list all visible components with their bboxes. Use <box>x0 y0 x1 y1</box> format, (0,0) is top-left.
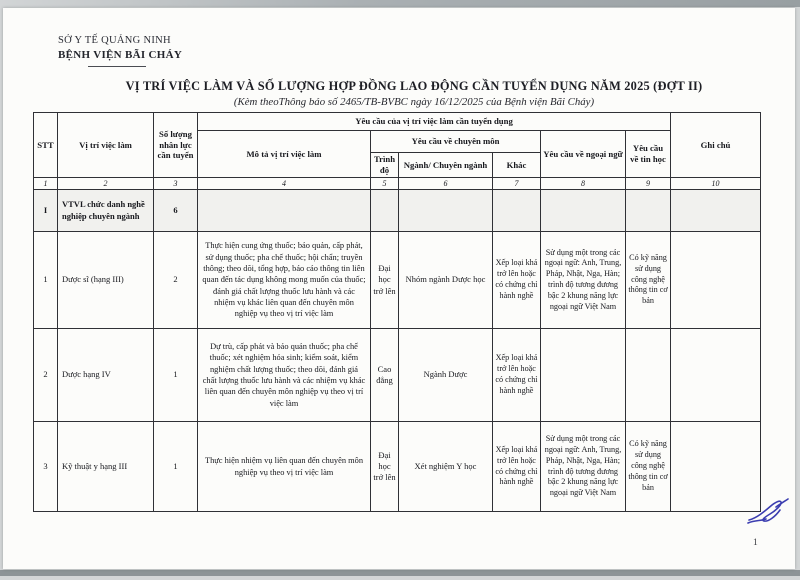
document-subtitle: (Kèm theoThông báo số 2465/TB-BVBC ngày 16/12/2025 của Bệnh viện Bãi Cháy) <box>233 96 595 108</box>
empty-cell <box>671 190 761 232</box>
document-title: VỊ TRÍ VIỆC LÀM VÀ SỐ LƯỢNG HỢP ĐỒNG LAO ĐỘNG CẦN TUYỂN DỤNG NĂM 2025 (ĐỢT II) <box>125 79 703 93</box>
recruitment-table <box>33 112 761 512</box>
cell-language: Sử dụng một trong các ngoại ngữ: Anh, Trung, Pháp, Nhật, Nga, Hàn; trình độ tương đương bậc 2 khung năng lực ngoại ngữ Việt Nam <box>541 232 626 329</box>
section-quantity: 6 <box>154 190 198 232</box>
col-number: 1 <box>34 178 58 190</box>
cell-stt: 3 <box>34 422 58 512</box>
cell-major: Nhóm ngành Dược học <box>399 232 493 329</box>
table-row <box>34 232 761 329</box>
table-row <box>34 422 761 512</box>
table-row <box>34 329 761 422</box>
empty-cell <box>371 190 399 232</box>
cell-quantity: 2 <box>154 232 198 329</box>
cell-level: Đại học trở lên <box>371 422 399 512</box>
empty-cell <box>198 190 371 232</box>
cell-quantity: 1 <box>154 329 198 422</box>
cell-notes <box>671 329 761 422</box>
col-header-position: Vị trí việc làm <box>58 113 154 178</box>
cell-language <box>541 329 626 422</box>
section-title: VTVL chức danh nghề nghiệp chuyên ngành <box>58 190 154 232</box>
cell-level: Đại học trở lên <box>371 232 399 329</box>
empty-cell <box>626 190 671 232</box>
cell-level: Cao đẳng <box>371 329 399 422</box>
document-page <box>3 8 795 569</box>
cell-language: Sử dụng một trong các ngoại ngữ: Anh, Trung, Pháp, Nhật, Nga, Hàn; trình độ tương đương bậc 2 khung năng lực ngoại ngữ Việt Nam <box>541 422 626 512</box>
empty-cell <box>541 190 626 232</box>
org-name: SỞ Y TẾ QUẢNG NINH <box>58 35 171 46</box>
col-number: 5 <box>371 178 399 190</box>
letterhead-underline <box>88 66 146 67</box>
letterhead <box>58 33 182 67</box>
col-number: 3 <box>154 178 198 190</box>
section-stt: I <box>34 190 58 232</box>
cell-position: Kỹ thuật y hạng III <box>58 422 154 512</box>
empty-cell <box>399 190 493 232</box>
cell-major: Xét nghiệm Y học <box>399 422 493 512</box>
col-number: 6 <box>399 178 493 190</box>
cell-other: Xếp loại khá trở lên hoặc có chứng chỉ hành nghề <box>493 329 541 422</box>
cell-position: Dược hạng IV <box>58 329 154 422</box>
col-header-informatics: Yêu cầu về tin học <box>626 131 671 178</box>
page-number: 1 <box>753 538 758 548</box>
cell-stt: 1 <box>34 232 58 329</box>
col-number: 7 <box>493 178 541 190</box>
col-header-other: Khác <box>493 153 541 178</box>
empty-cell <box>493 190 541 232</box>
recruitment-table-container <box>33 112 761 512</box>
column-number-row <box>34 178 761 190</box>
col-header-level: Trình độ <box>371 153 399 178</box>
col-header-description: Mô tả vị trí việc làm <box>198 131 371 178</box>
col-header-major: Ngành/ Chuyên ngành <box>399 153 493 178</box>
col-header-stt: STT <box>34 113 58 178</box>
cell-major: Ngành Dược <box>399 329 493 422</box>
cell-notes <box>671 232 761 329</box>
cell-position: Dược sĩ (hạng III) <box>58 232 154 329</box>
cell-informatics: Có kỹ năng sử dụng công nghệ thông tin cơ bản <box>626 422 671 512</box>
col-header-specialty-group: Yêu cầu về chuyên môn <box>371 131 541 153</box>
scan-artifact-bottom-band <box>0 570 800 576</box>
col-header-requirements-group: Yêu cầu của vị trí việc làm cần tuyển dụng <box>198 113 671 131</box>
cell-description: Thực hiện cung ứng thuốc; bảo quản, cấp phát, sử dụng thuốc; pha chế thuốc; hội chẩn; truyền thông; theo dõi, tổng hợp, báo cáo thông tin liên quan đến tác dụng không mong muốn của thuốc; đánh giá chất lượng thuốc lưu hành và các nhiệm vụ khác liên quan đến chuyên môn nghiệp vụ theo vị trí việc làm <box>198 232 371 329</box>
cell-informatics: Có kỹ năng sử dụng công nghệ thông tin cơ bản <box>626 232 671 329</box>
col-header-quantity: Số lượng nhân lực cần tuyển <box>154 113 198 178</box>
cell-description: Dự trù, cấp phát và bảo quản thuốc; pha chế thuốc; xét nghiệm hóa sinh; kiểm soát, kiểm nghiệm chất lượng thuốc; theo dõi, đánh giá chất lượng thuốc lưu hành và các nhiệm vụ khác liên quan đến chuyên môn nghiệp vụ theo vị trí việc làm <box>198 329 371 422</box>
col-number: 4 <box>198 178 371 190</box>
table-section-row <box>34 190 761 232</box>
col-header-notes: Ghi chú <box>671 113 761 178</box>
col-header-language: Yêu cầu về ngoại ngữ <box>541 131 626 178</box>
col-number: 2 <box>58 178 154 190</box>
cell-stt: 2 <box>34 329 58 422</box>
cell-informatics <box>626 329 671 422</box>
scan-artifact-top-band <box>0 0 800 7</box>
cell-other: Xếp loại khá trở lên hoặc có chứng chỉ hành nghề <box>493 422 541 512</box>
cell-description: Thực hiện nhiệm vụ liên quan đến chuyên môn nghiệp vụ theo vị trí việc làm <box>198 422 371 512</box>
signature-mark <box>745 498 791 534</box>
hospital-name: BỆNH VIỆN BÃI CHÁY <box>58 49 183 62</box>
col-number: 9 <box>626 178 671 190</box>
cell-quantity: 1 <box>154 422 198 512</box>
cell-other: Xếp loại khá trở lên hoặc có chứng chỉ hành nghề <box>493 232 541 329</box>
col-number: 10 <box>671 178 761 190</box>
col-number: 8 <box>541 178 626 190</box>
